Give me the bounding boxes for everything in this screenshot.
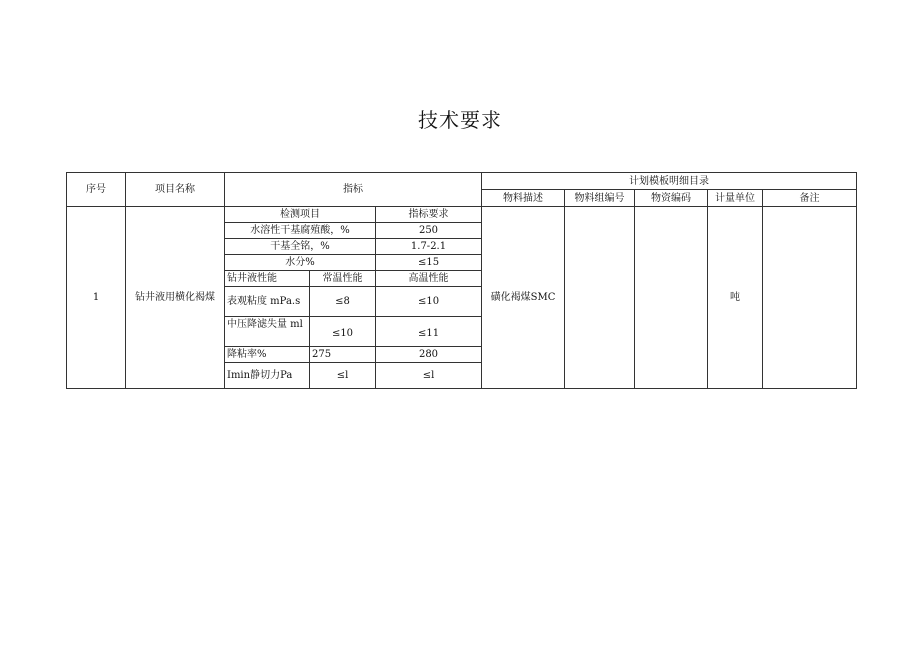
header-material-desc: 物料描述 (482, 190, 565, 207)
perf-normal: ≤l (310, 363, 376, 389)
perf-high: ≤10 (376, 287, 482, 317)
page-title: 技术要求 (418, 108, 502, 132)
spec-head-item: 检测项目 (225, 207, 376, 223)
spec-item: 干基全铭，% (225, 239, 376, 255)
row-item-name: 钻井液用横化褐煤 (126, 207, 225, 389)
row-seq: 1 (67, 207, 126, 389)
perf-high: ≤l (376, 363, 482, 389)
header-item-name: 项目名称 (126, 173, 225, 207)
row-material-code (635, 207, 708, 389)
perf-high: 280 (376, 347, 482, 363)
header-material-code: 物资编码 (635, 190, 708, 207)
perf-normal: 275 (310, 347, 376, 363)
perf-item: 表观粘度 mPa.s (225, 287, 310, 317)
spec-item: 水分% (225, 255, 376, 271)
requirements-table (66, 172, 857, 389)
row-remark (763, 207, 857, 389)
perf-item: Imin静切力Pa (225, 363, 310, 389)
header-remark: 备注 (763, 190, 857, 207)
perf-item: 中压降滤失量 ml (225, 317, 310, 347)
table-row (67, 207, 857, 223)
perf-normal: ≤10 (310, 317, 376, 347)
spec-head-req: 指标要求 (376, 207, 482, 223)
header-row-1 (67, 173, 857, 190)
spec-req: 250 (376, 223, 482, 239)
perf-head-item: 钻井液性能 (225, 271, 310, 287)
header-indicator: 指标 (225, 173, 482, 207)
header-material-group: 物料组编号 (565, 190, 635, 207)
spec-req: ≤15 (376, 255, 482, 271)
perf-head-high: 高温性能 (376, 271, 482, 287)
header-plan-group: 计划模板明细目录 (482, 173, 857, 190)
perf-item: 降粘率% (225, 347, 310, 363)
spec-item: 水溶性干基腐殖酸，% (225, 223, 376, 239)
perf-head-normal: 常温性能 (310, 271, 376, 287)
spec-req: 1.7-2.1 (376, 239, 482, 255)
header-unit: 计量单位 (708, 190, 763, 207)
row-material-desc: 磺化褐煤SMC (482, 207, 565, 389)
header-seq: 序号 (67, 173, 126, 207)
row-unit: 吨 (708, 207, 763, 389)
row-material-group (565, 207, 635, 389)
perf-normal: ≤8 (310, 287, 376, 317)
perf-high: ≤11 (376, 317, 482, 347)
